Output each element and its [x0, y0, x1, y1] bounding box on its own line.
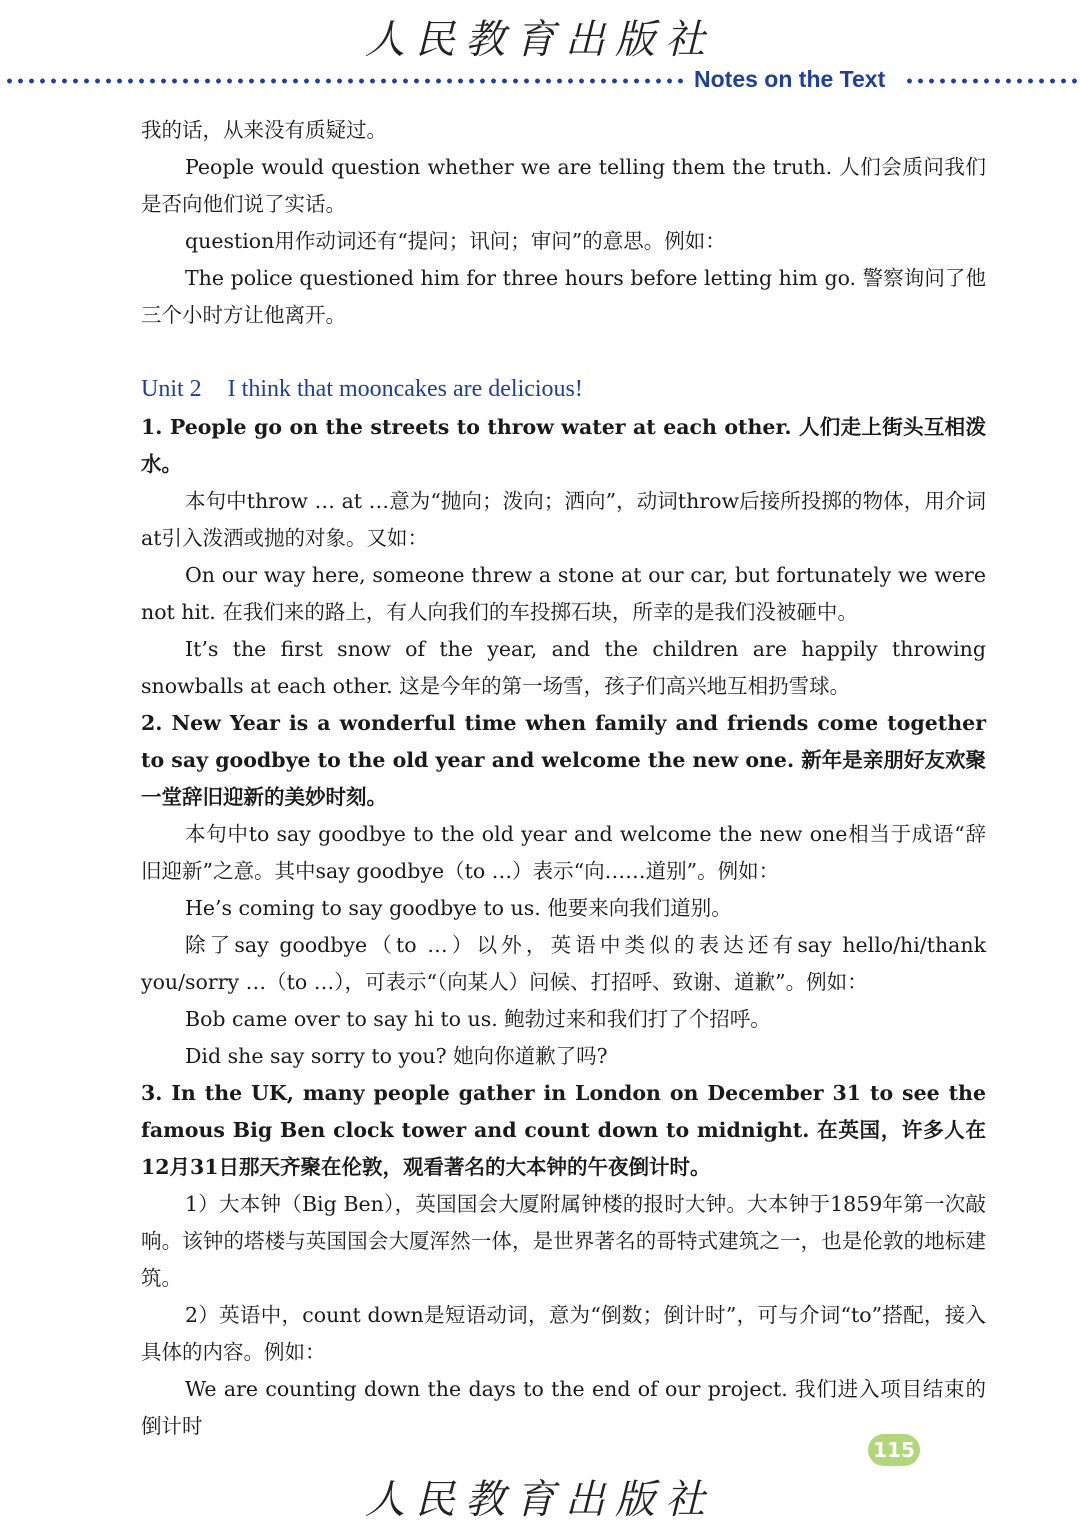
- note-item-3-heading: 3. In the UK, many people gather in London on December 31 to see the famous Big Ben clock tower and count down to midnight. 在英国，许多人在12月31日那天齐聚在伦敦，观看著名的大本钟的午夜倒计时。: [141, 1081, 986, 1179]
- note-paragraph: 1）大本钟（Big Ben），英国国会大厦附属钟楼的报时大钟。大本钟于1859年第一次敲响。该钟的塔楼与英国国会大厦浑然一体，是世界著名的哥特式建筑之一，也是伦敦的地标建筑。: [141, 1192, 986, 1290]
- dotted-rule-left: [4, 78, 684, 84]
- note-paragraph: 2）英语中，count down是短语动词，意为“倒数；倒计时”，可与介词“to”搭配，接入具体的内容。例如：: [141, 1303, 986, 1364]
- example-sentence: On our way here, someone threw a stone at our car, but fortunately we were not hit. 在我们来的路上，有人向我们的车投掷石块，所幸的是我们没被砸中。: [141, 563, 986, 624]
- unit-title: I think that mooncakes are delicious!: [227, 376, 583, 402]
- note-item-2-heading: 2. New Year is a wonderful time when family and friends come together to say goodbye to the old year and welcome the new one. 新年是亲朋好友欢聚一堂辞旧迎新的美妙时刻。: [141, 711, 986, 809]
- note-item-1-heading: 1. People go on the streets to throw water at each other. 人们走上街头互相泼水。: [141, 415, 986, 476]
- unit-heading: [141, 369, 986, 409]
- example-sentence: We are counting down the days to the end of our project. 我们进入项目结束的倒计时: [141, 1377, 986, 1438]
- note-paragraph: 本句中throw … at …意为“抛向；泼向；洒向”，动词throw后接所投掷的物体，用介词at引入泼洒或抛的对象。又如：: [141, 489, 986, 550]
- example-sentence: It’s the first snow of the year, and the children are happily throwing snowballs at each other. 这是今年的第一场雪，孩子们高兴地互相扔雪球。: [141, 637, 986, 698]
- note-paragraph: 除了say goodbye（to …）以外，英语中类似的表达还有say hello/hi/thank you/sorry …（to …），可表示“（向某人）问候、打招呼、致谢、道歉”。例如：: [141, 933, 986, 994]
- section-title: Notes on the Text: [694, 66, 886, 92]
- note-paragraph: 本句中to say goodbye to the old year and welcome the new one相当于成语“辞旧迎新”之意。其中say goodbye（to …）表示“向……道别”。例如：: [141, 822, 986, 883]
- continued-paragraph: 我的话，从来没有质疑过。: [141, 118, 387, 142]
- example-sentence: The police questioned him for three hours before letting him go. 警察询问了他三个小时方让他离开。: [141, 266, 986, 327]
- usage-note: question用作动词还有“提问；讯问；审问”的意思。例如：: [185, 229, 726, 253]
- example-sentence: People would question whether we are telling them the truth. 人们会质问我们是否向他们说了实话。: [141, 155, 986, 216]
- example-sentence: Did she say sorry to you? 她向你道歉了吗?: [185, 1044, 608, 1068]
- unit-label: Unit 2: [141, 376, 202, 402]
- example-sentence: Bob came over to say hi to us. 鲍勃过来和我们打了个招呼。: [185, 1007, 771, 1031]
- publisher-logo-bottom: 人民教育出版社: [365, 1477, 715, 1523]
- example-sentence: He’s coming to say goodbye to us. 他要来向我们道别。: [185, 896, 732, 920]
- page-content: [141, 112, 986, 1445]
- section-header: [0, 66, 1080, 102]
- page-number-badge: 115: [868, 1434, 920, 1466]
- dotted-rule-right: [904, 78, 1080, 84]
- publisher-logo-top: 人民教育出版社: [365, 17, 715, 63]
